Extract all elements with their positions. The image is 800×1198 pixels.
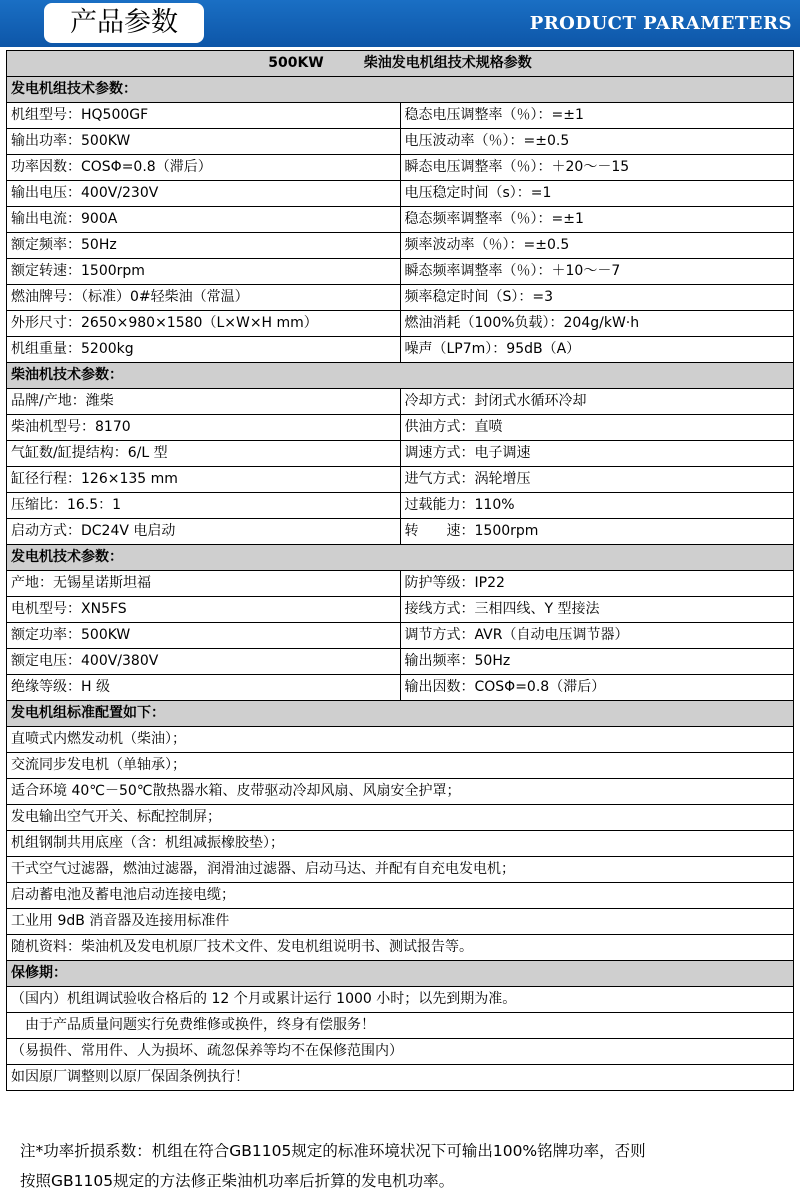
- engine-params-heading-row: [7, 363, 794, 389]
- genset-params-heading: 发电机组技术参数：: [7, 77, 794, 103]
- warranty-heading: 保修期：: [7, 961, 794, 987]
- param-cell: 调节方式：AVR（自动电压调节器）: [400, 623, 794, 649]
- footnote: [20, 1136, 790, 1196]
- param-cell: 输出因数：COSΦ=0.8（滞后）: [400, 675, 794, 701]
- table-title-name: 柴油发电机组技术规格参数: [363, 55, 532, 71]
- param-cell: 额定转速：1500rpm: [7, 259, 401, 285]
- table-row: [7, 389, 794, 415]
- engine-params-heading: 柴油机技术参数：: [7, 363, 794, 389]
- param-cell: 转 速：1500rpm: [400, 519, 794, 545]
- table-row: [7, 597, 794, 623]
- param-cell: 绝缘等级：H 级: [7, 675, 401, 701]
- param-cell: 柴油机型号：8170: [7, 415, 401, 441]
- param-cell: 频率波动率（％）：=±0.5: [400, 233, 794, 259]
- param-cell: 供油方式：直喷: [400, 415, 794, 441]
- table-row: [7, 1039, 794, 1065]
- param-cell: 电压稳定时间（s）：=1: [400, 181, 794, 207]
- alternator-params-heading-row: [7, 545, 794, 571]
- param-cell: 输出电流：900A: [7, 207, 401, 233]
- table-row: [7, 129, 794, 155]
- table-row: [7, 779, 794, 805]
- table-row: [7, 883, 794, 909]
- config-item: 工业用 9dB 消音器及连接用标准件: [7, 909, 794, 935]
- page-header: [0, 0, 800, 47]
- table-row: [7, 805, 794, 831]
- param-cell: 输出电压：400V/230V: [7, 181, 401, 207]
- table-row: [7, 337, 794, 363]
- header-title-cn: 产品参数: [44, 3, 204, 43]
- param-cell: 燃油牌号：（标准）0#轻柴油（常温）: [7, 285, 401, 311]
- table-row: [7, 415, 794, 441]
- table-row: [7, 909, 794, 935]
- genset-params-heading-row: [7, 77, 794, 103]
- param-cell: 频率稳定时间（S）：=3: [400, 285, 794, 311]
- param-cell: 额定电压：400V/380V: [7, 649, 401, 675]
- footnote-line-2: 按照GB1105规定的方法修正柴油机功率后折算的发电机功率。: [20, 1172, 455, 1190]
- param-cell: 进气方式：涡轮增压: [400, 467, 794, 493]
- param-cell: 调速方式：电子调速: [400, 441, 794, 467]
- table-row: [7, 181, 794, 207]
- table-row: [7, 649, 794, 675]
- warranty-heading-row: [7, 961, 794, 987]
- table-row: [7, 987, 794, 1013]
- param-cell: 燃油消耗（100%负载）：204g/kW·h: [400, 311, 794, 337]
- header-title-en: PRODUCT PARAMETERS: [529, 13, 792, 34]
- alternator-params-heading: 发电机技术参数：: [7, 545, 794, 571]
- warranty-item: 由于产品质量问题实行免费维修或换件，终身有偿服务！: [7, 1013, 794, 1039]
- table-row: [7, 103, 794, 129]
- param-cell: 机组重量：5200kg: [7, 337, 401, 363]
- param-cell: 额定频率：50Hz: [7, 233, 401, 259]
- config-item: 适合环境 40℃－50℃散热器水箱、皮带驱动冷却风扇、风扇安全护罩；: [7, 779, 794, 805]
- table-row: [7, 675, 794, 701]
- param-cell: 瞬态电压调整率（％）：＋20～－15: [400, 155, 794, 181]
- table-row: [7, 1065, 794, 1091]
- table-row: [7, 753, 794, 779]
- table-row: [7, 493, 794, 519]
- warranty-item: （国内）机组调试验收合格后的 12 个月或累计运行 1000 小时；以先到期为准。: [7, 987, 794, 1013]
- table-row: [7, 727, 794, 753]
- param-cell: 功率因数：COSΦ=0.8（滞后）: [7, 155, 401, 181]
- standard-config-heading: 发电机组标准配置如下：: [7, 701, 794, 727]
- table-row: [7, 571, 794, 597]
- param-cell: 噪声（LP7m）：95dB（A）: [400, 337, 794, 363]
- param-cell: 接线方式：三相四线、Y 型接法: [400, 597, 794, 623]
- config-item: 随机资料：柴油机及发电机原厂技术文件、发电机组说明书、测试报告等。: [7, 935, 794, 961]
- param-cell: 输出频率：50Hz: [400, 649, 794, 675]
- table-row: [7, 1013, 794, 1039]
- param-cell: 外形尺寸：2650×980×1580（L×W×H mm）: [7, 311, 401, 337]
- config-item: 机组钢制共用底座（含：机组减振橡胶垫）；: [7, 831, 794, 857]
- table-row: [7, 155, 794, 181]
- param-cell: 电机型号：XN5FS: [7, 597, 401, 623]
- spec-table: [6, 50, 794, 1091]
- param-cell: 缸径行程：126×135 mm: [7, 467, 401, 493]
- table-title-row: [7, 51, 794, 77]
- table-row: [7, 285, 794, 311]
- table-row: [7, 259, 794, 285]
- param-cell: 稳态频率调整率（％）：=±1: [400, 207, 794, 233]
- param-cell: 电压波动率（％）：=±0.5: [400, 129, 794, 155]
- table-row: [7, 233, 794, 259]
- warranty-item: （易损件、常用件、人为损坏、疏忽保养等均不在保修范围内）: [7, 1039, 794, 1065]
- param-cell: 产地：无锡星诺斯坦福: [7, 571, 401, 597]
- table-row: [7, 467, 794, 493]
- table-row: [7, 623, 794, 649]
- param-cell: 品牌/产地：潍柴: [7, 389, 401, 415]
- table-row: [7, 935, 794, 961]
- table-row: [7, 311, 794, 337]
- standard-config-heading-row: [7, 701, 794, 727]
- footnote-line-1: 注*功率折损系数：机组在符合GB1105规定的标准环境状况下可输出100%铭牌功率，否则: [20, 1142, 646, 1160]
- param-cell: 启动方式：DC24V 电启动: [7, 519, 401, 545]
- param-cell: 压缩比：16.5：1: [7, 493, 401, 519]
- param-cell: 机组型号：HQ500GF: [7, 103, 401, 129]
- table-row: [7, 857, 794, 883]
- param-cell: 过载能力：110%: [400, 493, 794, 519]
- param-cell: 瞬态频率调整率（％）：＋10～－7: [400, 259, 794, 285]
- param-cell: 额定功率：500KW: [7, 623, 401, 649]
- table-row: [7, 519, 794, 545]
- config-item: 交流同步发电机（单轴承）；: [7, 753, 794, 779]
- param-cell: 冷却方式：封闭式水循环冷却: [400, 389, 794, 415]
- table-row: [7, 207, 794, 233]
- config-item: 发电输出空气开关、标配控制屏；: [7, 805, 794, 831]
- table-title-model: 500KW: [268, 55, 324, 71]
- param-cell: 防护等级：IP22: [400, 571, 794, 597]
- param-cell: 气缸数/缸提结构：6/L 型: [7, 441, 401, 467]
- table-title: [7, 51, 794, 77]
- config-item: 直喷式内燃发动机（柴油）；: [7, 727, 794, 753]
- config-item: 启动蓄电池及蓄电池启动连接电缆；: [7, 883, 794, 909]
- warranty-item: 如因原厂调整则以原厂保固条例执行！: [7, 1065, 794, 1091]
- config-item: 干式空气过滤器，燃油过滤器，润滑油过滤器、启动马达、并配有自充电发电机；: [7, 857, 794, 883]
- param-cell: 输出功率：500KW: [7, 129, 401, 155]
- table-row: [7, 831, 794, 857]
- table-row: [7, 441, 794, 467]
- param-cell: 稳态电压调整率（％）：=±1: [400, 103, 794, 129]
